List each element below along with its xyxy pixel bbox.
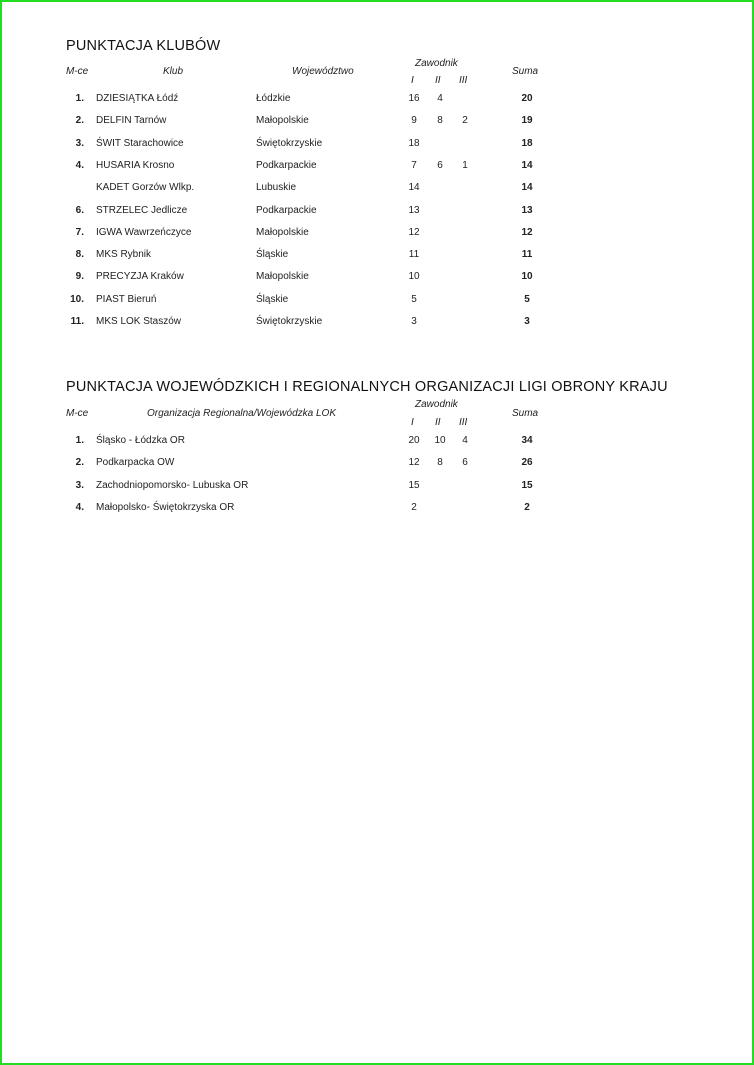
row-score-ii: 8: [437, 115, 443, 127]
row-voivodeship: Małopolskie: [256, 115, 309, 127]
row-score-i: 16: [408, 93, 420, 104]
clubs-header-i: I: [411, 75, 414, 86]
row-name: Śląsko - Łódzka OR: [96, 435, 185, 446]
table-row: [2, 138, 752, 158]
row-voivodeship: Małopolskie: [256, 271, 309, 283]
row-place: 9.: [75, 271, 84, 283]
row-score-ii: 8: [437, 457, 443, 469]
row-score-ii: 10: [434, 435, 446, 446]
row-sum: 15: [521, 479, 533, 491]
row-name: PIAST Bieruń: [96, 293, 157, 305]
row-place: 1.: [75, 435, 84, 446]
table-row: [2, 294, 752, 314]
row-score-i: 3: [411, 316, 417, 327]
clubs-header-competitor: Zawodnik: [415, 58, 458, 69]
row-voivodeship: Łódzkie: [256, 93, 291, 104]
row-score-i: 18: [408, 137, 420, 149]
row-name: HUSARIA Krosno: [96, 159, 175, 171]
row-score-iii: 2: [462, 115, 468, 127]
table-row: [2, 160, 752, 180]
table-row: [2, 502, 752, 522]
orgs-header-competitor: Zawodnik: [415, 399, 458, 410]
table-row: [2, 316, 752, 336]
row-sum: 11: [521, 249, 533, 261]
table-row: [2, 182, 752, 202]
row-name: ŚWIT Starachowice: [96, 137, 184, 149]
clubs-title: PUNKTACJA KLUBÓW: [66, 38, 221, 54]
row-voivodeship: Świętokrzyskie: [256, 137, 323, 149]
row-place: 2.: [75, 457, 84, 469]
row-place: 6.: [75, 204, 84, 216]
row-place: 8.: [75, 249, 84, 261]
row-score-iii: 6: [462, 457, 468, 469]
row-sum: 10: [521, 271, 533, 283]
clubs-header-iii: III: [459, 75, 468, 86]
clubs-header-club: Klub: [163, 66, 184, 77]
orgs-header-place: M-ce: [66, 408, 89, 419]
table-row: [2, 93, 752, 113]
row-place: 3.: [75, 479, 84, 491]
row-score-i: 14: [408, 182, 420, 194]
row-score-i: 12: [408, 457, 420, 469]
row-name: Podkarpacka OW: [96, 457, 175, 469]
row-voivodeship: Małopolskie: [256, 226, 309, 238]
row-name: PRECYZJA Kraków: [96, 271, 184, 283]
row-name: STRZELEC Jedlicze: [96, 204, 188, 216]
clubs-header-voivodeship: Województwo: [292, 66, 354, 77]
row-voivodeship: Śląskie: [256, 293, 289, 305]
row-voivodeship: Podkarpackie: [256, 204, 317, 216]
row-name: IGWA Wawrzeńczyce: [96, 226, 192, 238]
row-sum: 34: [521, 435, 533, 446]
orgs-header-sum: Suma: [512, 408, 539, 419]
row-sum: 12: [521, 226, 533, 238]
table-row: [2, 227, 752, 247]
row-score-i: 2: [411, 501, 417, 513]
table-row: [2, 205, 752, 225]
row-sum: 26: [521, 457, 533, 469]
table-row: [2, 435, 752, 455]
table-row: [2, 480, 752, 500]
row-voivodeship: Świętokrzyskie: [256, 316, 323, 327]
orgs-header-org: Organizacja Regionalna/Wojewódzka LOK: [147, 408, 336, 419]
row-score-i: 15: [408, 479, 420, 491]
row-name: Zachodniopomorsko- Lubuska OR: [96, 479, 249, 491]
row-place: 4.: [75, 501, 84, 513]
row-place: 7.: [75, 226, 84, 238]
clubs-header-ii: II: [435, 75, 441, 86]
row-score-i: 7: [411, 159, 417, 171]
row-score-i: 10: [408, 271, 420, 283]
row-score-i: 20: [408, 435, 420, 446]
row-score-iii: 4: [462, 435, 468, 446]
row-score-i: 11: [408, 249, 420, 261]
orgs-header-ii: II: [435, 417, 441, 428]
table-row: [2, 271, 752, 291]
clubs-header-place: M-ce: [66, 66, 89, 77]
row-score-iii: 1: [462, 159, 468, 171]
row-sum: 5: [524, 293, 530, 305]
row-score-i: 12: [408, 226, 420, 238]
row-sum: 19: [521, 115, 533, 127]
row-sum: 14: [521, 159, 533, 171]
row-name: Małopolsko- Świętokrzyska OR: [96, 501, 235, 513]
row-name: DELFIN Tarnów: [96, 115, 167, 127]
orgs-title: PUNKTACJA WOJEWÓDZKICH I REGIONALNYCH ORGANIZACJI LIGI OBRONY KRAJU: [66, 379, 668, 395]
row-voivodeship: Lubuskie: [256, 182, 297, 194]
row-place: 11.: [70, 316, 84, 327]
row-sum: 14: [521, 182, 533, 194]
row-score-i: 5: [411, 293, 417, 305]
row-name: DZIESIĄTKA Łódź: [96, 93, 179, 104]
row-name: MKS LOK Staszów: [96, 316, 182, 327]
row-sum: 2: [524, 501, 530, 513]
row-sum: 20: [521, 93, 533, 104]
row-sum: 18: [521, 137, 533, 149]
row-score-i: 9: [411, 115, 417, 127]
row-score-i: 13: [408, 204, 420, 216]
table-row: [2, 457, 752, 477]
row-score-ii: 6: [437, 159, 443, 171]
row-place: 10.: [70, 293, 84, 305]
row-place: 4.: [75, 159, 84, 171]
row-voivodeship: Śląskie: [256, 249, 289, 261]
row-voivodeship: Podkarpackie: [256, 159, 317, 171]
table-row: [2, 249, 752, 269]
row-place: 3.: [75, 137, 84, 149]
orgs-header-i: I: [411, 417, 414, 428]
row-score-ii: 4: [437, 93, 443, 104]
row-place: 1.: [75, 93, 84, 104]
orgs-header-iii: III: [459, 417, 468, 428]
clubs-header-sum: Suma: [512, 66, 539, 77]
row-place: 2.: [75, 115, 84, 127]
row-sum: 13: [521, 204, 533, 216]
table-row: [2, 115, 752, 135]
row-name: MKS Rybnik: [96, 249, 152, 261]
row-name: KADET Gorzów Wlkp.: [96, 182, 195, 194]
row-sum: 3: [524, 316, 530, 327]
